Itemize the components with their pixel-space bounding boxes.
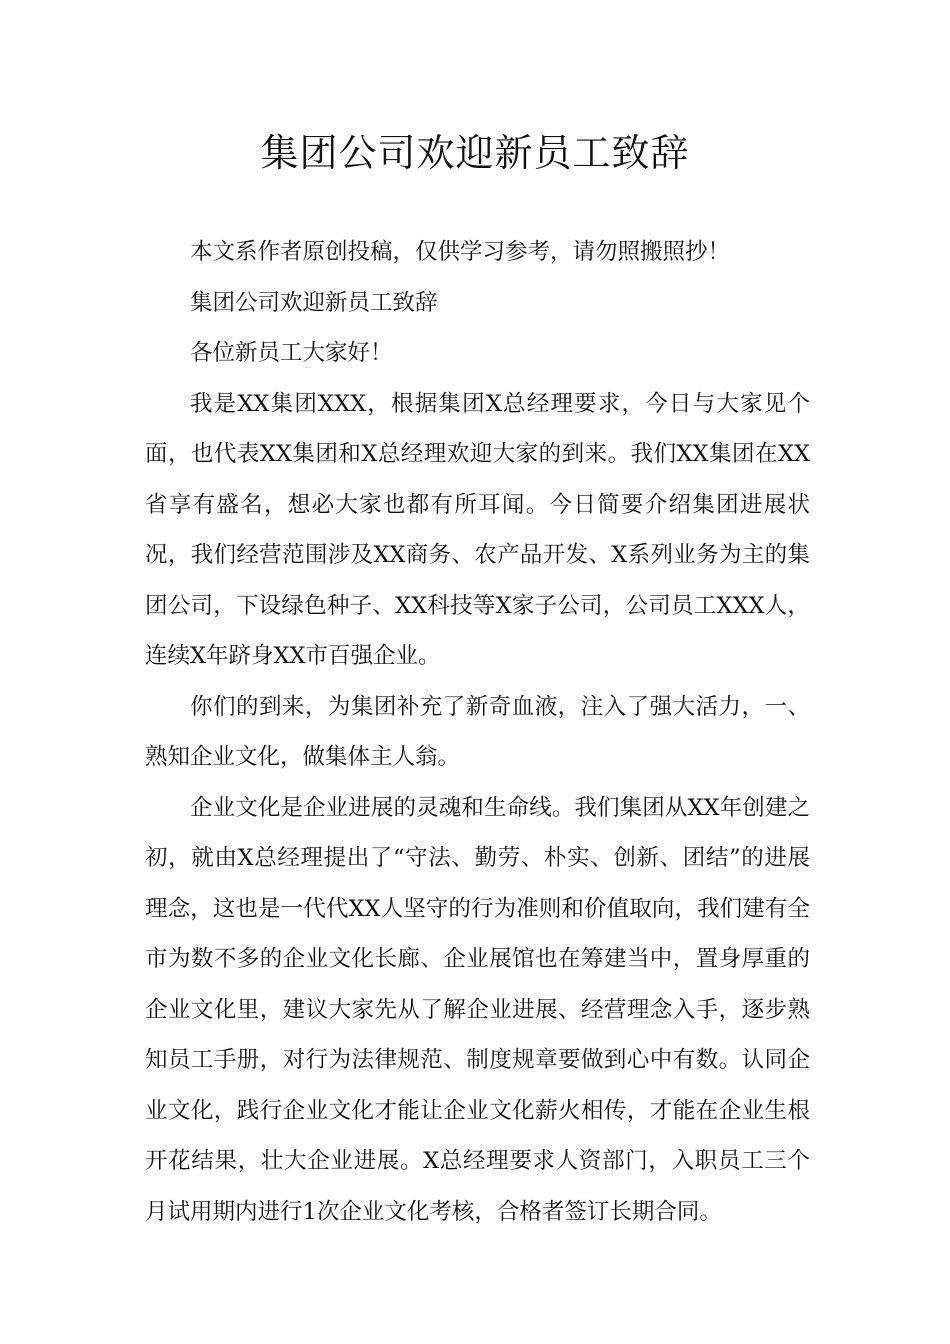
paragraph-disclaimer: 本文系作者原创投稿，仅供学习参考，请勿照搬照抄！ (190, 239, 731, 265)
paragraph-subtitle: 集团公司欢迎新员工致辞 (190, 289, 438, 316)
paragraph-introduction: 我是XX集团XXX，根据集团X总经理要求，今日与大家见个面，也代表XX集团和X总经理欢迎大家的到来。我们XX集团在XX省享有盛名，想必大家也都有所耳闻。今日简要介绍集团进展状况，我们经营范围涉及XX商务、农产品开发、X系列业务为主的集团公司，下设绿色种子、XX科技等X家子公司，公司员工XXX人，连续X年跻身XX市百强企业。 (145, 390, 810, 669)
paragraph-greeting: 各位新员工大家好！ (190, 340, 393, 366)
paragraph-section-one: 你们的到来，为集团补充了新奇血液，注入了强大活力，一、熟知企业文化，做集体主人翁。 (145, 693, 810, 770)
paragraph-corporate-culture: 企业文化是企业进展的灵魂和生命线。我们集团从XX年创建之初，就由X总经理提出了“守法、勤劳、朴实、创新、团结”的进展理念，这也是一代代XX人坚守的行为准则和价值取向，我们建有全市为数不多的企业文化长廊、企业展馆也在筹建当中，置身厚重的企业文化里，建议大家先从了解企业进展、经营理念入手，逐步熟知员工手册，对行为法律规范、制度规章要做到心中有数。认同企业文化，践行企业文化才能让企业文化薪火相传，才能在企业生根开花结果，壮大企业进展。X总经理要求人资部门，入职员工三个月试用期内进行1次企业文化考核，合格者签订长期合同。 (145, 794, 810, 1225)
document-title: 集团公司欢迎新员工致辞 (260, 131, 690, 175)
document-body (145, 227, 810, 1237)
